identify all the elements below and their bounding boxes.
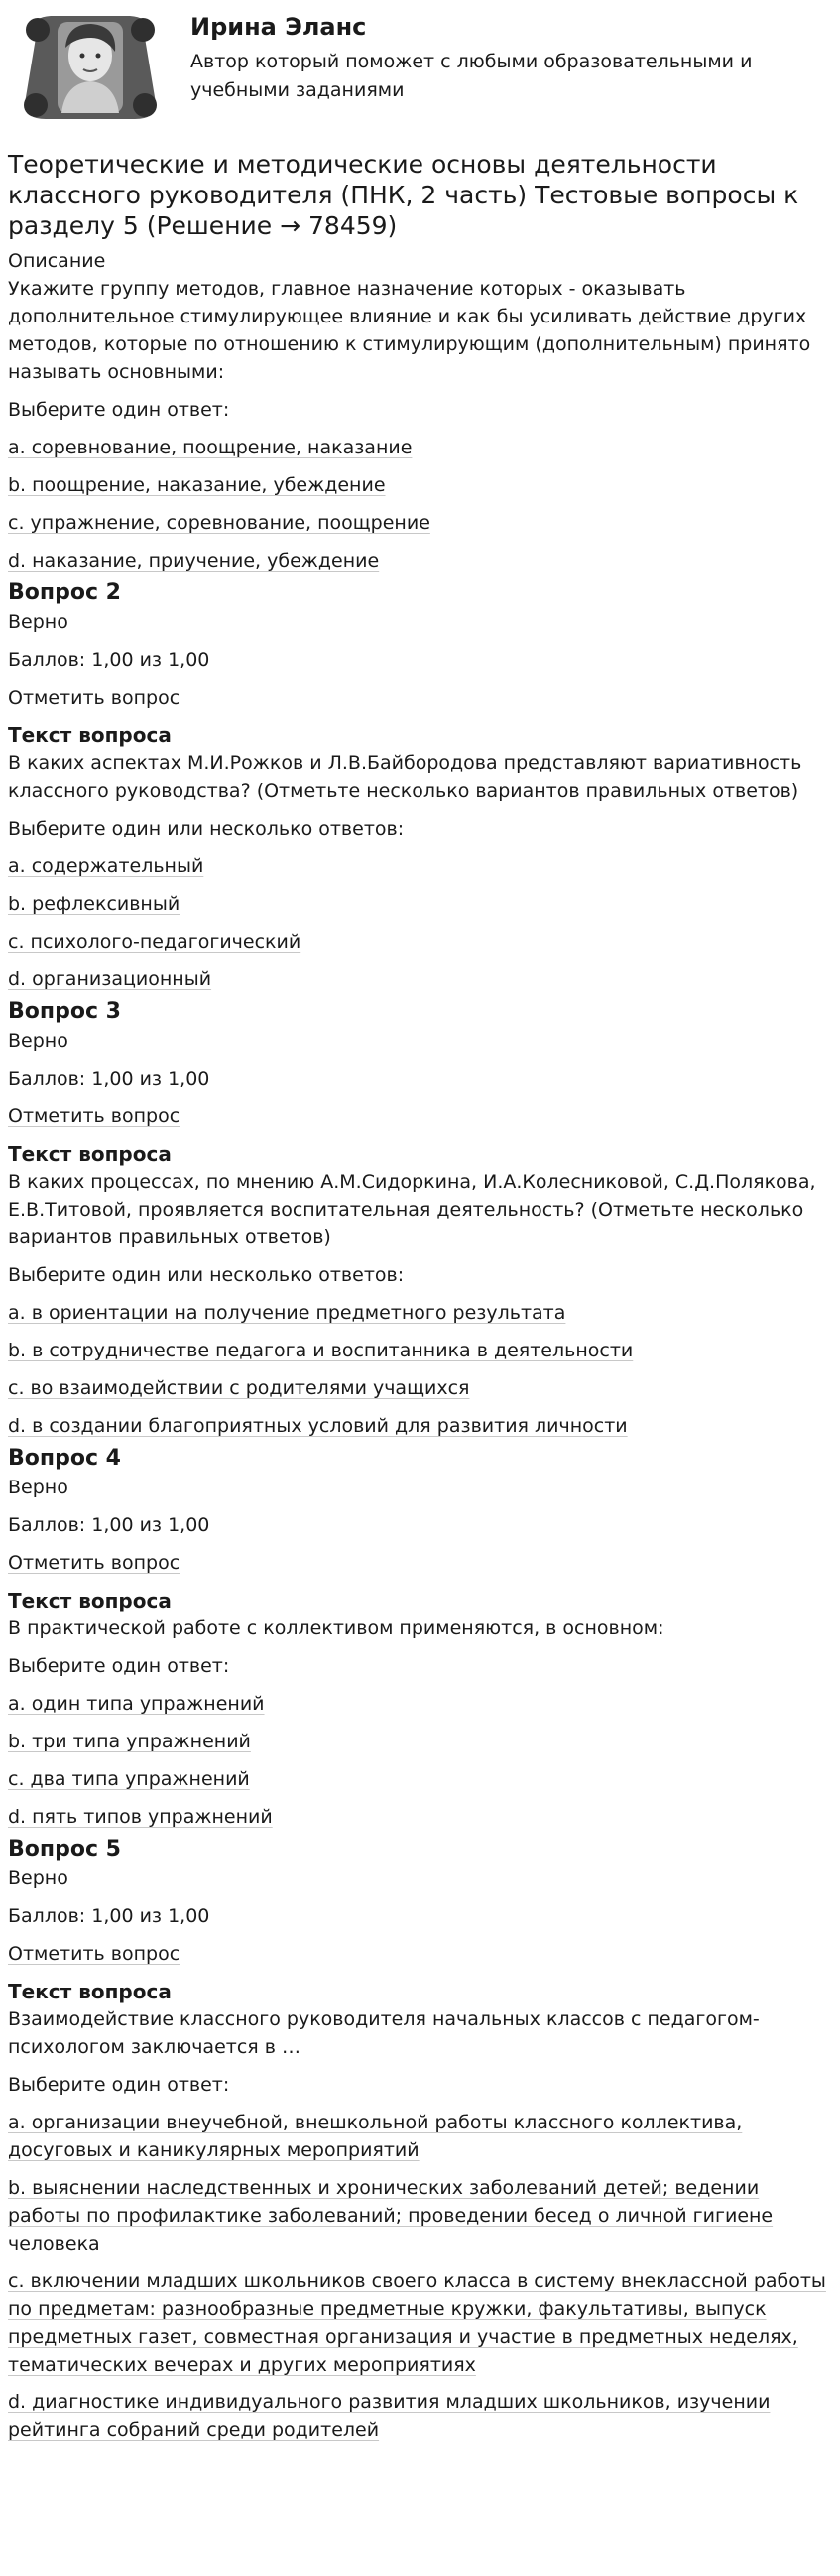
question-2-score: Баллов: 1,00 из 1,00: [8, 649, 210, 671]
question-4: [8, 1444, 832, 1831]
question-4-option-c[interactable]: c. два типа упражнений: [8, 1768, 250, 1790]
question-5-flag-link[interactable]: Отметить вопрос: [8, 1943, 180, 1965]
question-3-text-label: Текст вопроса: [8, 1142, 172, 1166]
question-1-option-d[interactable]: d. наказание, приучение, убеждение: [8, 550, 380, 572]
author-card: [8, 0, 832, 147]
question-4-option-a[interactable]: a. один типа упражнений: [8, 1693, 265, 1715]
question-1-option-b[interactable]: b. поощрение, наказание, убеждение: [8, 474, 386, 496]
question-3-text: В каких процессах, по мнению А.М.Сидоркина, И.А.Колесниковой, С.Д.Полякова, Е.В.Титовой, проявляется воспитательная деятельность? (Отметьте несколько вариантов правильных ответов): [8, 1171, 816, 1248]
question-4-prompt: Выберите один ответ:: [8, 1655, 230, 1677]
question-3-option-c[interactable]: c. во взаимодействии с родителями учащихся: [8, 1377, 470, 1399]
question-5: [8, 1835, 832, 2444]
question-4-option-b[interactable]: b. три типа упражнений: [8, 1731, 251, 1752]
question-5-option-c[interactable]: c. включении младших школьников своего класса в систему внеклассной работы по предметам: разнообразные предметные кружки, факультативы, выпуск предметных газет, совместная организация и участие в предметных неделях, тематических вечерах и других мероприятиях: [8, 2270, 826, 2376]
question-2-flag-link[interactable]: Отметить вопрос: [8, 687, 180, 708]
question-3: [8, 997, 832, 1440]
question-5-text: Взаимодействие классного руководителя начальных классов с педагогом-психологом заключается в …: [8, 2008, 760, 2058]
document-title: Теоретические и методические основы деятельности классного руководителя (ПНК, 2 часть) Тестовые вопросы к разделу 5 (Решение → 78459): [8, 150, 799, 240]
author-name: Ирина Эланс: [190, 13, 367, 41]
question-2-status: Верно: [8, 611, 68, 633]
question-4-text-label: Текст вопроса: [8, 1589, 172, 1612]
question-3-title: Вопрос 3: [8, 999, 121, 1024]
question-4-status: Верно: [8, 1477, 68, 1498]
question-5-title: Вопрос 5: [8, 1837, 121, 1862]
question-2: [8, 579, 832, 993]
question-5-option-b[interactable]: b. выяснении наследственных и хронических заболеваний детей; ведении работы по профилактике заболеваний; проведении бесед о личной гигиене человека: [8, 2177, 774, 2254]
question-1-option-a[interactable]: a. соревнование, поощрение, наказание: [8, 437, 413, 458]
question-5-score: Баллов: 1,00 из 1,00: [8, 1905, 210, 1927]
question-2-text: В каких аспектах М.И.Рожков и Л.В.Байбородова представляют вариативность классного руководства? (Отметьте несколько вариантов правильных ответов): [8, 752, 802, 802]
question-3-option-a[interactable]: a. в ориентации на получение предметного результата: [8, 1302, 566, 1324]
question-1-prompt: Выберите один ответ:: [8, 399, 230, 421]
author-description: Автор который поможет с любыми образовательными и учебными заданиями: [190, 51, 753, 101]
question-5-text-label: Текст вопроса: [8, 1980, 172, 2003]
question-4-title: Вопрос 4: [8, 1446, 121, 1471]
question-2-prompt: Выберите один или несколько ответов:: [8, 818, 405, 839]
question-2-option-a[interactable]: a. содержательный: [8, 855, 204, 877]
question-3-score: Баллов: 1,00 из 1,00: [8, 1068, 210, 1090]
question-2-text-label: Текст вопроса: [8, 723, 172, 747]
question-1-option-c[interactable]: c. упражнение, соревнование, поощрение: [8, 512, 430, 534]
question-4-score: Баллов: 1,00 из 1,00: [8, 1514, 210, 1536]
question-1-text: Укажите группу методов, главное назначение которых - оказывать дополнительное стимулирующее влияние и как бы усиливать действие других методов, которые по отношению к стимулирующим (дополнительным) принято называть основными:: [8, 278, 811, 383]
description-label: Описание: [8, 250, 106, 272]
author-avatar: [16, 8, 165, 125]
question-3-option-b[interactable]: b. в сотрудничестве педагога и воспитанника в деятельности: [8, 1340, 634, 1361]
question-2-option-b[interactable]: b. рефлексивный: [8, 893, 180, 915]
question-5-option-a[interactable]: a. организации внеучебной, внешкольной работы классного коллектива, досуговых и каникулярных мероприятий: [8, 2112, 743, 2161]
question-3-status: Верно: [8, 1030, 68, 1052]
question-3-prompt: Выберите один или несколько ответов:: [8, 1264, 405, 1286]
question-4-flag-link[interactable]: Отметить вопрос: [8, 1552, 180, 1574]
question-5-status: Верно: [8, 1868, 68, 1889]
question-4-option-d[interactable]: d. пять типов упражнений: [8, 1806, 273, 1828]
question-2-option-c[interactable]: c. психолого-педагогический: [8, 931, 301, 953]
question-5-option-d[interactable]: d. диагностике индивидуального развития младших школьников, изучении рейтинга собраний среди родителей: [8, 2391, 771, 2441]
question-3-option-d[interactable]: d. в создании благоприятных условий для развития личности: [8, 1415, 628, 1437]
question-4-text: В практической работе с коллективом применяются, в основном:: [8, 1617, 664, 1639]
question-3-flag-link[interactable]: Отметить вопрос: [8, 1105, 180, 1127]
question-2-option-d[interactable]: d. организационный: [8, 968, 212, 990]
question-2-title: Вопрос 2: [8, 580, 121, 605]
question-5-prompt: Выберите один ответ:: [8, 2074, 230, 2096]
